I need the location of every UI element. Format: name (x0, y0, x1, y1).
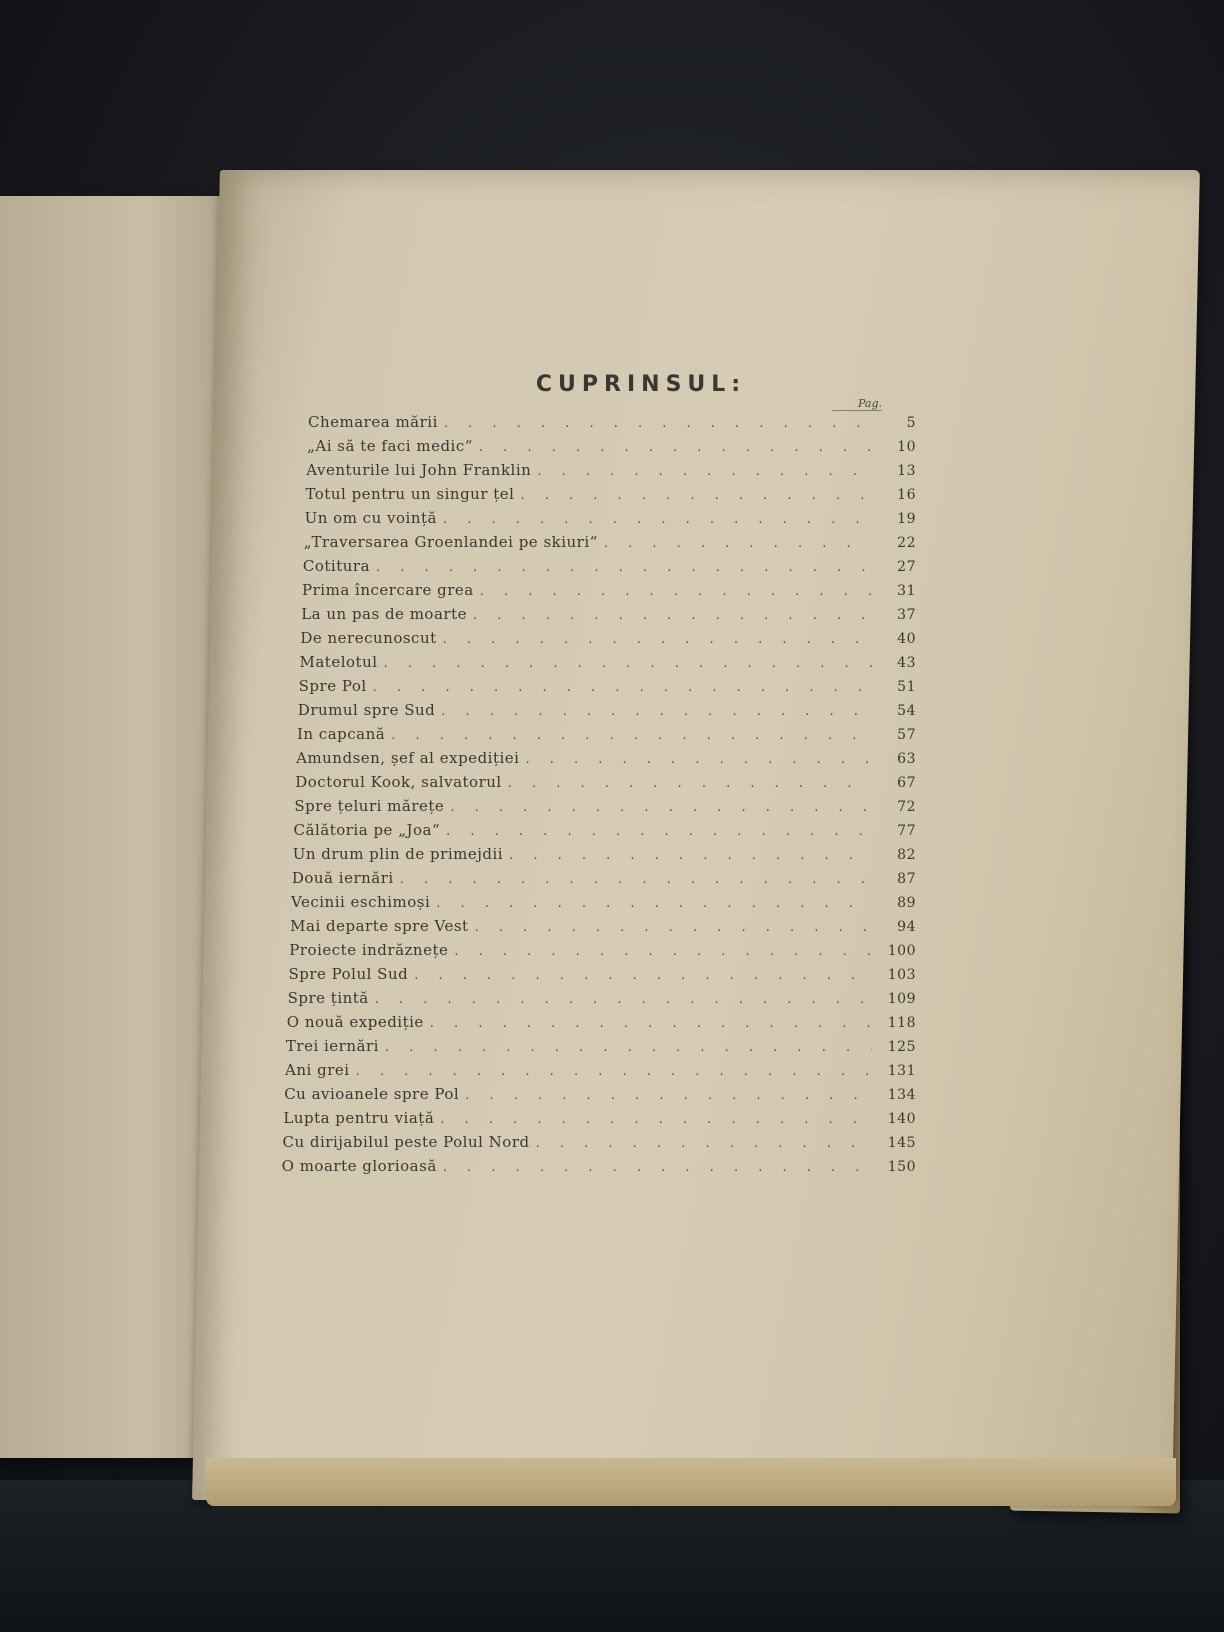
toc-entry (288, 965, 916, 989)
toc-entry-title: Un om cu voință (304, 509, 437, 527)
toc-entry-page-number: 77 (897, 823, 916, 839)
toc-entry-title: Spre Pol (298, 677, 367, 695)
dot-leader (436, 896, 872, 911)
dot-leader (480, 584, 872, 599)
toc-entry-page-number: 145 (887, 1135, 916, 1151)
dot-leader (479, 440, 872, 455)
toc-entry-title: In capcană (296, 725, 386, 743)
dot-leader (473, 608, 872, 623)
toc-entry (298, 701, 916, 725)
toc-entry-page-number: 19 (897, 511, 916, 527)
toc-entry (303, 557, 916, 581)
toc-entry (290, 917, 916, 941)
dot-leader (508, 776, 872, 791)
dot-leader (446, 824, 872, 839)
toc-entry-page-number: 43 (897, 655, 916, 671)
dot-leader (604, 536, 872, 551)
dot-leader (385, 1040, 872, 1055)
page-column-label: Pag. (832, 397, 882, 411)
toc-entry-page-number: 22 (897, 535, 916, 551)
dot-leader (430, 1016, 872, 1031)
toc-entry-page-number: 67 (897, 775, 916, 791)
toc-entry-title: Prima încercare grea (302, 581, 474, 599)
toc-entry-page-number: 51 (897, 679, 916, 695)
toc-entry (301, 605, 916, 629)
toc-title: CUPRINSUL: (535, 372, 747, 397)
toc-entry-page-number: 140 (887, 1111, 916, 1127)
toc-entry (289, 941, 916, 965)
toc-entry (293, 845, 916, 869)
dot-leader (375, 992, 872, 1007)
toc-entry-page-number: 134 (887, 1087, 916, 1103)
toc-entry-page-number: 87 (897, 871, 916, 887)
dot-leader (509, 848, 872, 863)
toc-entry-page-number: 89 (897, 895, 916, 911)
toc-entry (294, 821, 916, 845)
toc-entry-list (276, 413, 916, 1181)
toc-entry-page-number: 82 (897, 847, 916, 863)
toc-entry (300, 653, 917, 677)
toc-entry (286, 1037, 916, 1061)
toc-entry-page-number: 10 (897, 439, 916, 455)
dot-leader (520, 488, 872, 503)
toc-entry-page-number: 13 (897, 463, 916, 479)
dot-leader (450, 800, 872, 815)
toc-entry-title: De nerecunoscut (300, 629, 437, 647)
toc-entry (283, 1133, 917, 1157)
toc-entry (305, 509, 916, 533)
toc-entry-title: Trei iernări (285, 1037, 379, 1055)
toc-entry-page-number: 94 (897, 919, 916, 935)
dot-leader (356, 1064, 872, 1079)
toc-entry-page-number: 72 (897, 799, 916, 815)
toc-entry-page-number: 131 (887, 1063, 916, 1079)
toc-entry-title: „Traversarea Groenlandei pe skiuri“ (303, 533, 598, 551)
toc-entry-title: Spre țeluri mărețe (294, 797, 445, 815)
dot-leader (400, 872, 872, 887)
dot-leader (443, 1160, 872, 1175)
toc-entry-title: La un pas de moarte (301, 605, 467, 623)
toc-entry-title: Ani grei (285, 1061, 350, 1079)
toc-entry-title: Totul pentru un singur țel (305, 485, 515, 503)
dot-leader (525, 752, 872, 767)
dot-leader (443, 512, 872, 527)
dot-leader (373, 680, 872, 695)
toc-entry (288, 989, 916, 1013)
toc-entry (308, 413, 916, 437)
dot-leader (443, 632, 872, 647)
toc-entry (302, 581, 916, 605)
toc-entry-title: Vecinii eschimoși (291, 893, 431, 911)
toc-entry-title: Lupta pentru viață (283, 1109, 435, 1127)
toc-entry-page-number: 103 (887, 967, 916, 983)
toc-entry (296, 749, 916, 773)
toc-entry-title: Două iernări (291, 869, 394, 887)
toc-entry-page-number: 54 (897, 703, 916, 719)
toc-entry-title: Drumul spre Sud (297, 701, 436, 719)
toc-entry-title: Cu avioanele spre Pol (284, 1085, 460, 1103)
toc-entry-page-number: 40 (897, 631, 916, 647)
toc-entry (283, 1109, 916, 1133)
toc-entry (300, 629, 916, 653)
toc-entry-page-number: 27 (897, 559, 916, 575)
toc-entry-title: Matelotul (299, 653, 378, 671)
toc-entry (307, 437, 916, 461)
toc-entry-page-number: 100 (887, 943, 916, 959)
toc-entry-title: Aventurile lui John Franklin (306, 461, 532, 479)
table-of-contents (276, 372, 916, 1181)
toc-entry (305, 485, 916, 509)
toc-entry-page-number: 63 (897, 751, 916, 767)
toc-entry (282, 1157, 916, 1181)
toc-entry (304, 533, 916, 557)
toc-entry-title: Doctorul Kook, salvatorul (295, 773, 502, 791)
dot-leader (414, 968, 872, 983)
toc-entry (284, 1085, 916, 1109)
toc-entry-page-number: 109 (887, 991, 916, 1007)
dot-leader (376, 560, 872, 575)
toc-entry (285, 1061, 916, 1085)
dot-leader (475, 920, 872, 935)
page-edges (206, 1458, 1176, 1506)
toc-entry-page-number: 125 (887, 1039, 916, 1055)
dot-leader (441, 704, 872, 719)
dot-leader (465, 1088, 872, 1103)
dot-leader (536, 1136, 872, 1151)
toc-entry-page-number: 37 (897, 607, 916, 623)
toc-entry-title: O moarte glorioasă (281, 1157, 437, 1175)
toc-entry-title: Un drum plin de primejdii (292, 845, 504, 863)
toc-entry-title: Spre țintă (287, 989, 369, 1007)
toc-entry (299, 677, 916, 701)
toc-entry (297, 725, 916, 749)
toc-entry-page-number: 16 (897, 487, 916, 503)
toc-entry-page-number: 150 (887, 1159, 916, 1175)
toc-entry (306, 461, 916, 485)
toc-entry-title: Călătoria pe „Joa“ (293, 821, 441, 839)
dot-leader (454, 944, 872, 959)
toc-entry (292, 869, 916, 893)
toc-entry-title: O nouă expediție (286, 1013, 424, 1031)
toc-entry (294, 797, 916, 821)
toc-entry-title: Cotitura (302, 557, 371, 575)
toc-entry-title: Amundsen, șef al expediției (296, 749, 520, 767)
toc-entry (291, 893, 916, 917)
toc-entry-title: Cu dirijabilul peste Polul Nord (282, 1133, 530, 1151)
toc-entry (295, 773, 916, 797)
toc-entry-title: Chemarea mării (308, 413, 438, 431)
toc-entry-page-number: 5 (906, 415, 916, 431)
toc-entry-page-number: 31 (897, 583, 916, 599)
toc-entry-page-number: 57 (897, 727, 916, 743)
dot-leader (440, 1112, 872, 1127)
toc-entry-title: Proiecte indrăznețe (289, 941, 449, 959)
toc-entry-page-number: 118 (887, 1015, 916, 1031)
toc-entry-title: Spre Polul Sud (288, 965, 409, 983)
toc-entry-title: „Ai să te faci medic“ (307, 437, 473, 455)
dot-leader (384, 656, 872, 671)
toc-entry-title: Mai departe spre Vest (290, 917, 469, 935)
toc-entry (287, 1013, 916, 1037)
dot-leader (537, 464, 872, 479)
dot-leader (391, 728, 872, 743)
dot-leader (444, 416, 872, 431)
